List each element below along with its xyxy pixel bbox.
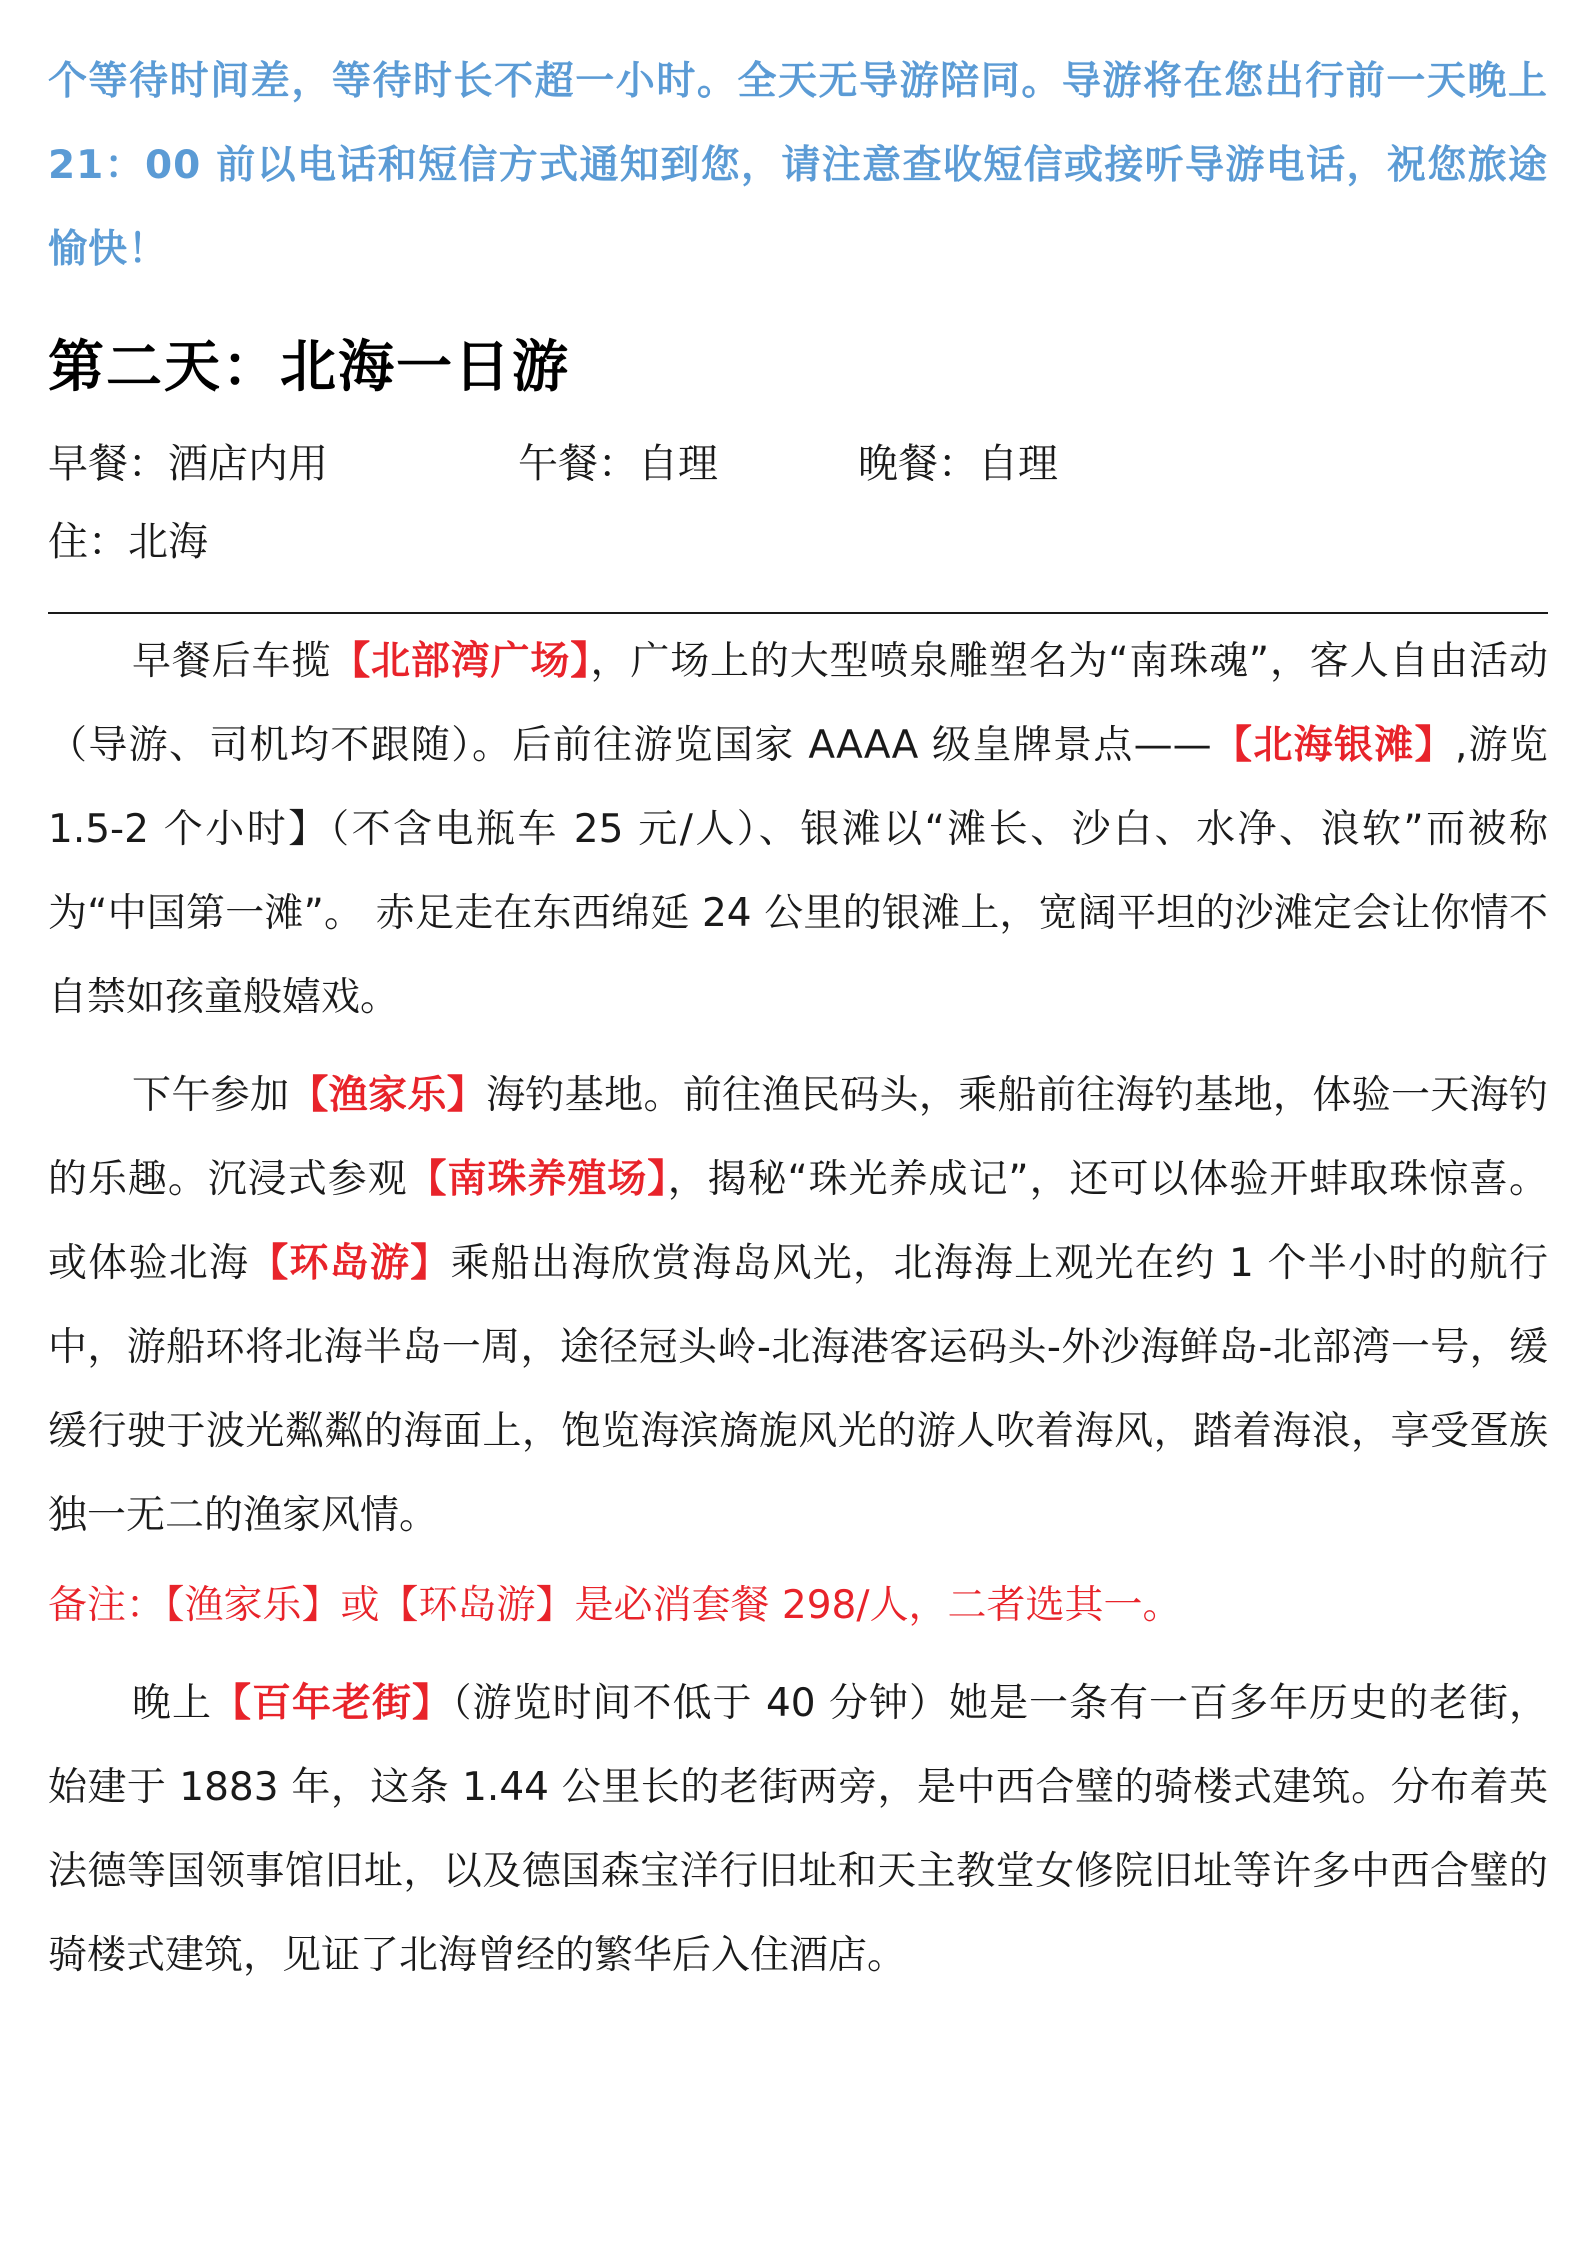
paragraph-evening-text-1: 晚上: [132, 1681, 213, 1726]
itinerary-page: [48, 0, 1548, 1998]
section-divider: [48, 612, 1548, 614]
highlight-old-street: 【百年老街】: [212, 1681, 453, 1726]
paragraph-afternoon-text-2: 海钓基地。前往渔民码头，乘船前往海钓基地，体验一天海钓的乐趣。沉浸式参观: [48, 1073, 1548, 1202]
paragraph-evening: [48, 1662, 1548, 1998]
paragraph-morning-text-3: ,游览 1.5-2 个小时】（不含电瓶车 25 元/人）、银滩以“滩长、沙白、水净、浪软”而被称为“中国第一滩”。 赤足走在东西绵延 24 公里的银滩上，宽阔平坦的沙滩定会让你情不自禁如孩童般嬉戏。: [48, 723, 1548, 1020]
intro-notice: 个等待时间差，等待时长不超一小时。全天无导游陪同。导游将在您出行前一天晚上 21：00 前以电话和短信方式通知到您，请注意查收短信或接听导游电话，祝您旅途愉快！: [48, 59, 1548, 272]
highlight-silver-beach: 【北海银滩】: [1211, 723, 1455, 768]
paragraph-afternoon-text-1: 下午参加: [132, 1073, 290, 1118]
highlight-pearl-farm: 【南珠养殖场】: [407, 1157, 668, 1202]
meal-dinner: 晚餐：自理: [858, 441, 1058, 487]
meal-lunch: 午餐：自理: [518, 441, 718, 487]
remark-note: 备注：【渔家乐】或【环岛游】是必消套餐 298/人，二者选其一。: [48, 1583, 1182, 1628]
paragraph-morning: [48, 620, 1548, 1040]
paragraph-morning-text-1: 早餐后车揽: [132, 639, 332, 684]
paragraph-afternoon: [48, 1054, 1548, 1558]
day-title: 第二天：北海一日游: [48, 335, 570, 400]
highlight-beibu-gulf-square: 【北部湾广场】: [331, 639, 591, 684]
stay-location: 住：北海: [48, 519, 208, 565]
meals-row: [48, 436, 1548, 492]
paragraph-morning-text-2: ，广场上的大型喷泉雕塑名为“南珠魂”，客人自由活动（导游、司机均不跟随）。后前往游览国家 AAAA 级皇牌景点——: [48, 639, 1548, 768]
highlight-island-tour: 【环岛游】: [249, 1241, 451, 1286]
meal-breakfast: 早餐：酒店内用: [48, 441, 328, 487]
paragraph-afternoon-text-3: ，揭秘“珠光养成记”，还可以体验开蚌取珠惊喜。或体验北海: [48, 1157, 1548, 1286]
paragraph-afternoon-text-4: 乘船出海欣赏海岛风光，北海海上观光在约 1 个半小时的航行中，游船环将北海半岛一周，途径冠头岭-北海港客运码头-外沙海鲜岛-北部湾一号，缓缓行驶于波光粼粼的海面上，饱览海滨旖旎风光的游人吹着海风，踏着海浪，享受疍族独一无二的渔家风情。: [48, 1241, 1548, 1538]
highlight-fishing-village: 【渔家乐】: [289, 1073, 487, 1118]
paragraph-evening-text-2: （游览时间不低于 40 分钟）她是一条有一百多年历史的老街，始建于 1883 年，这条 1.44 公里长的老街两旁，是中西合璧的骑楼式建筑。分布着英法德等国领事馆旧址，以及德国森宝洋行旧址和天主教堂女修院旧址等许多中西合璧的骑楼式建筑，见证了北海曾经的繁华后入住酒店。: [48, 1681, 1548, 1978]
